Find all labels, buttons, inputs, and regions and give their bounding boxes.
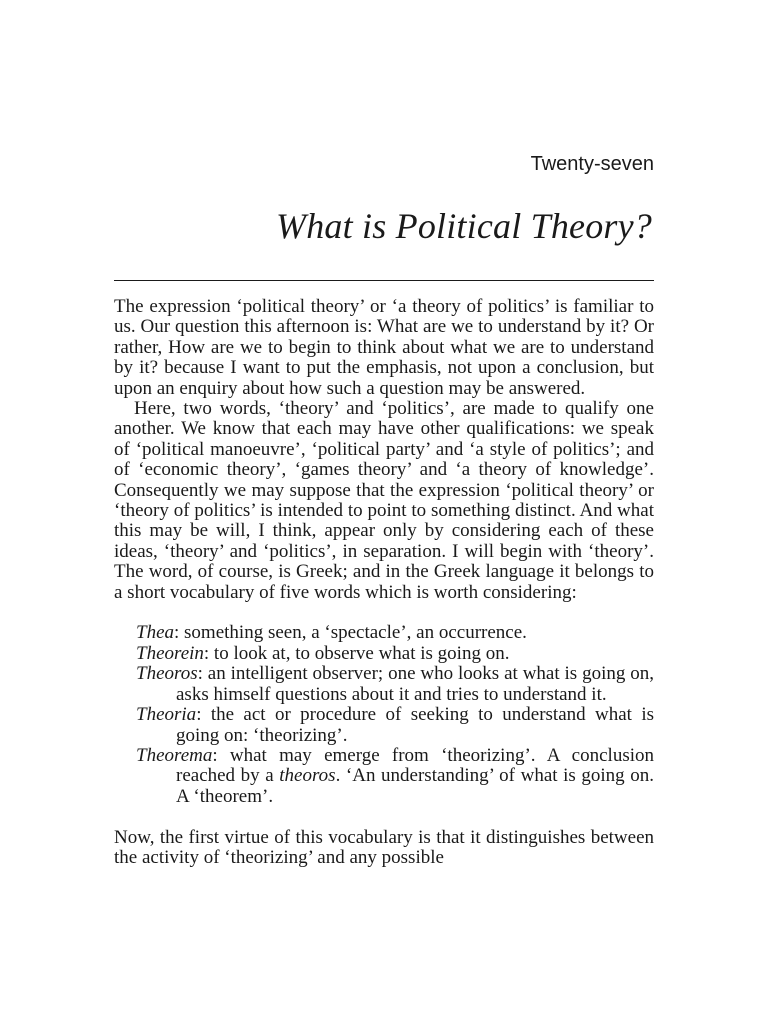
vocabulary-term: Thea <box>136 622 174 644</box>
vocabulary-term: Theoria <box>136 704 197 726</box>
chapter-title: What is Political Theory? <box>276 206 652 246</box>
vocabulary-definition-emphasis: theoros <box>279 765 336 787</box>
paragraph-3: Now, the first virtue of this vocabulary is that it distinguishes between the activity of ‘theorizing’ and any possible <box>114 826 654 868</box>
vocabulary-term: Theoros <box>136 663 198 685</box>
vocabulary-term: Theorein <box>136 642 204 664</box>
chapter-body <box>114 297 654 868</box>
title-divider <box>114 280 654 281</box>
chapter-number: Twenty-seven <box>530 153 654 175</box>
paragraph-1: The expression ‘political theory’ or ‘a theory of politics’ is familiar to us. Our question this afternoon is: What are we to understand by it? Or rather, How are we to begin to think about what we are to understand by it? because I want to put the emphasis, not upon a conclusion, but upon an enquiry about how such a question may be answered. <box>114 296 654 399</box>
book-page <box>114 0 654 1024</box>
vocabulary-definition: : an intelligent observer; one who looks at what is going on, asks himself questions about it and tries to understand it. <box>176 663 654 705</box>
paragraph-2: Here, two words, ‘theory’ and ‘politics’, are made to qualify one another. We know that each may have other qualifications: we speak of ‘political manoeuvre’, ‘political party’ and ‘a style of politics’; and of ‘economic theory’, ‘games theory’ and ‘a theory of knowledge’. Consequently we may suppose that the expression ‘political theory’ or ‘theory of politics’ is intended to point to something distinct. And what this may be will, I think, appear only by considering each of these ideas, ‘theory’ and ‘politics’, in separation. I will begin with ‘theory’. The word, of course, is Greek; and in the Greek language it belongs to a short vocabulary of five words which is worth considering: <box>114 398 654 603</box>
vocabulary-list <box>136 623 654 807</box>
vocabulary-item-theorein <box>136 644 654 664</box>
vocabulary-term: Theorema <box>136 744 213 766</box>
vocabulary-definition-part: : what may emerge from ‘theorizing’. A conclusion reached by a <box>176 744 654 787</box>
vocabulary-definition-part: . ‘An understanding’ of what is going on. A ‘theorem’. <box>176 765 654 807</box>
vocabulary-item-theorema <box>136 746 654 807</box>
vocabulary-item-theoros <box>136 664 654 705</box>
vocabulary-item-theoria <box>136 705 654 746</box>
vocabulary-definition: : to look at, to observe what is going on. <box>203 642 510 664</box>
vocabulary-definition: : something seen, a ‘spectacle’, an occurrence. <box>174 622 527 644</box>
vocabulary-item-thea <box>136 623 654 643</box>
vocabulary-definition: : the act or procedure of seeking to understand what is going on: ‘theorizing’. <box>176 704 654 746</box>
